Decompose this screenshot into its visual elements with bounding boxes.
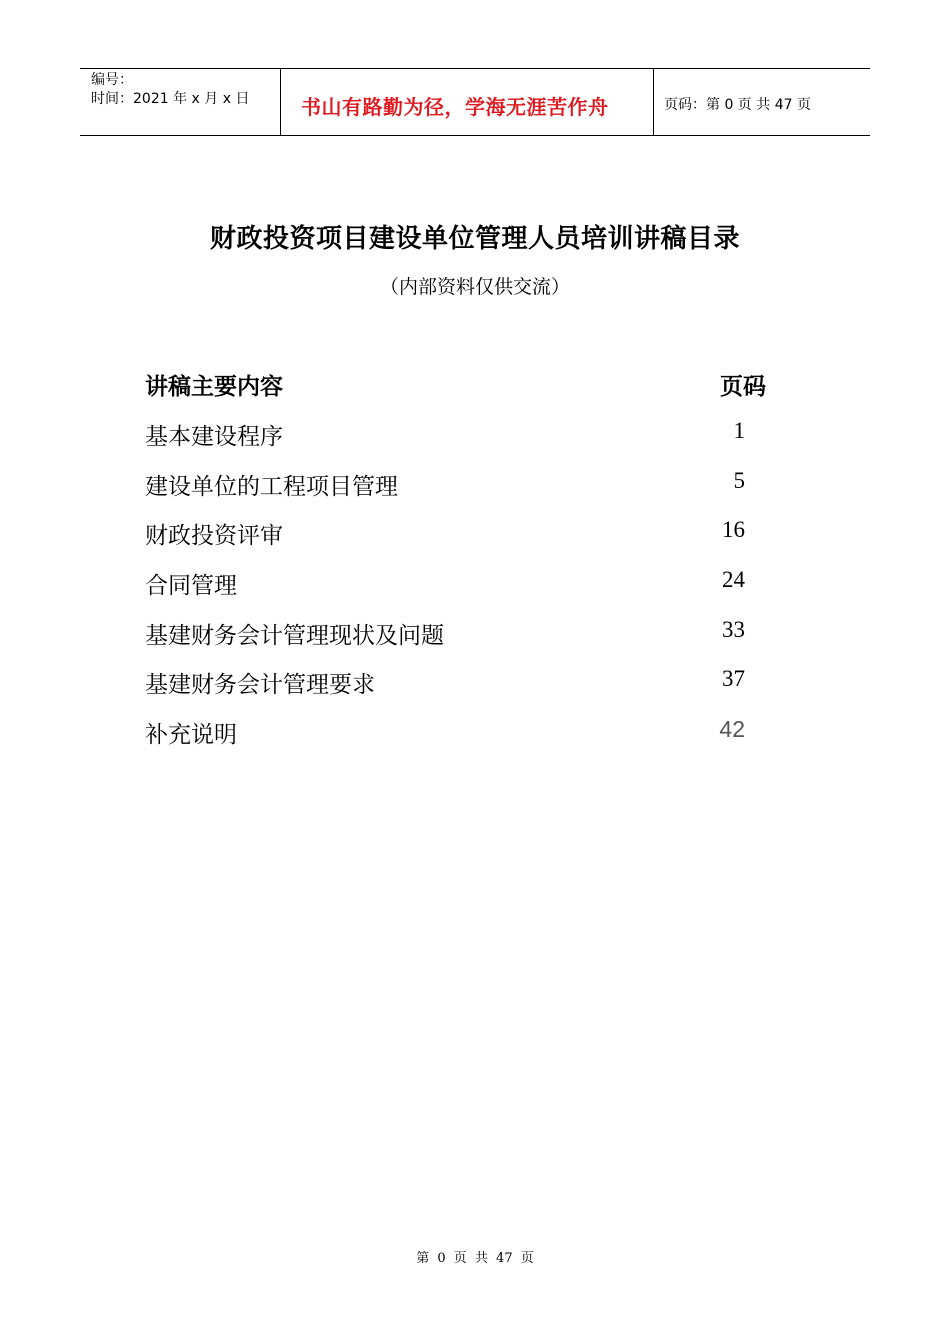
- header-page-cell: [654, 69, 870, 135]
- document-subtitle: （内部资料仅供交流）: [379, 276, 570, 298]
- toc-item-page: 42: [719, 716, 745, 743]
- toc-item-label: 财政投资评审: [145, 523, 283, 550]
- time-label: 时间：2021 年 x 月 x 日: [91, 91, 250, 107]
- toc-header-label: 讲稿主要内容: [145, 374, 283, 400]
- toc-item-page: 24: [722, 567, 745, 593]
- toc-item-label: 补充说明: [145, 722, 237, 749]
- toc-item-page: 1: [733, 418, 745, 443]
- toc-item-page: 16: [722, 517, 745, 543]
- toc-item-label: 基建财务会计管理现状及问题: [145, 622, 444, 649]
- page-footer: 第 0 页 共 47 页: [416, 1251, 534, 1266]
- toc-item-page: 5: [733, 467, 745, 493]
- toc-item[interactable]: [145, 567, 745, 617]
- header-meta-cell: [80, 69, 281, 135]
- toc-item[interactable]: [145, 418, 745, 468]
- toc-item-page: 37: [722, 666, 745, 692]
- toc-list: [145, 418, 745, 766]
- toc-item[interactable]: [145, 716, 745, 766]
- toc-item[interactable]: [145, 617, 745, 667]
- toc-header-page: 页码: [720, 374, 766, 400]
- toc-item[interactable]: [145, 468, 745, 518]
- toc-item[interactable]: [145, 517, 745, 567]
- motto-text: 书山有路勤为径，学海无涯苦作舟: [301, 95, 609, 119]
- toc-item-label: 合同管理: [145, 573, 237, 600]
- header-motto-cell: [281, 69, 654, 135]
- toc-item[interactable]: [145, 666, 745, 716]
- document-title: 财政投资项目建设单位管理人员培训讲稿目录: [209, 224, 740, 254]
- toc-item-label: 建设单位的工程项目管理: [145, 473, 398, 500]
- toc-item-label: 基本建设程序: [145, 424, 283, 450]
- document-header: [80, 68, 870, 136]
- header-page-info: 页码：第 0 页 共 47 页: [664, 97, 811, 113]
- toc-item-page: 33: [722, 616, 745, 642]
- number-label: 编号：: [91, 72, 133, 88]
- toc-item-label: 基建财务会计管理要求: [145, 672, 375, 699]
